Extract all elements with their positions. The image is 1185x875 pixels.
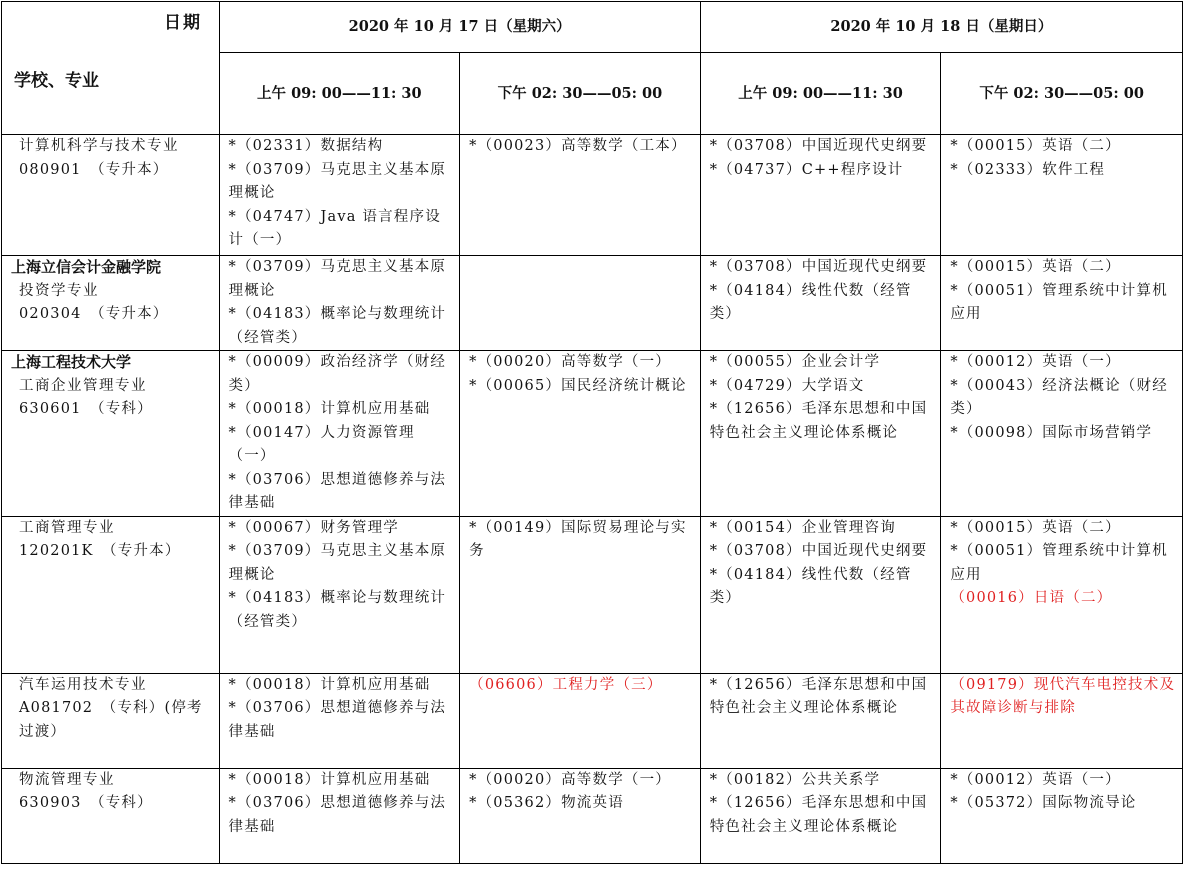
slot-header-sun-am: 上午 09: 00——11: 30 bbox=[700, 53, 941, 135]
course-item: *（05362）物流英语 bbox=[469, 795, 624, 811]
course-cell-sat-am bbox=[219, 673, 460, 768]
course-item: *（03709）马克思主义基本原理概论 bbox=[228, 259, 447, 299]
course-item: *（03708）中国近现代史纲要 bbox=[709, 138, 928, 154]
course-item: *（03709）马克思主义基本原理概论 bbox=[228, 161, 447, 201]
major-code: 020304 （专升本） bbox=[19, 306, 169, 322]
course-item: *（05372）国际物流导论 bbox=[950, 795, 1137, 811]
course-cell-sat-pm bbox=[460, 256, 701, 351]
course-item: *（04183）概率论与数理统计（经管类） bbox=[228, 306, 447, 346]
table-row bbox=[2, 673, 1183, 768]
course-cell-sun-pm bbox=[941, 673, 1183, 768]
course-item: *（00182）公共关系学 bbox=[709, 771, 881, 788]
exam-schedule-table bbox=[1, 1, 1183, 864]
course-cell-sun-pm bbox=[941, 516, 1183, 673]
table-row bbox=[2, 256, 1183, 351]
school-major-cell bbox=[2, 768, 220, 863]
course-item: *（12656）毛泽东思想和中国特色社会主义理论体系概论 bbox=[709, 795, 928, 835]
course-item: *（00051）管理系统中计算机应用 bbox=[950, 543, 1168, 583]
slot-header-sun-pm: 下午 02: 30——05: 00 bbox=[941, 53, 1183, 135]
course-item: *（00149）国际贸易理论与实务 bbox=[469, 519, 687, 559]
school-name: 上海立信会计金融学院 bbox=[11, 258, 162, 276]
course-item: *（00018）计算机应用基础 bbox=[228, 676, 431, 693]
course-item: *（04184）线性代数（经管类） bbox=[709, 566, 912, 606]
course-item: *（00055）企业会计学 bbox=[709, 354, 881, 370]
table-row bbox=[2, 135, 1183, 256]
course-item: *（00051）管理系统中计算机应用 bbox=[950, 282, 1168, 322]
major-code: 120201K （专升本） bbox=[19, 543, 181, 559]
course-cell-sun-am bbox=[700, 768, 941, 863]
course-item: *（03708）中国近现代史纲要 bbox=[709, 259, 928, 275]
school-major-cell bbox=[2, 516, 220, 673]
course-item: *（00043）经济法概论（财经类） bbox=[950, 377, 1168, 417]
course-item: *（00067）财务管理学 bbox=[228, 519, 400, 536]
school-name: 上海工程技术大学 bbox=[11, 353, 132, 371]
major-code: A081702 （专科）(停考过渡） bbox=[19, 700, 203, 740]
course-cell-sun-am bbox=[700, 673, 941, 768]
day-header-sat: 2020 年 10 月 17 日（星期六） bbox=[219, 2, 700, 53]
course-item: *（00065）国民经济统计概论 bbox=[469, 377, 687, 394]
course-cell-sat-pm bbox=[460, 516, 701, 673]
course-item: *（03709）马克思主义基本原理概论 bbox=[228, 543, 447, 583]
major-name: 投资学专业 bbox=[19, 282, 99, 299]
course-item: *（04747）Java 语言程序设计（一） bbox=[228, 208, 441, 248]
course-cell-sat-am bbox=[219, 256, 460, 351]
course-cell-sun-pm bbox=[941, 351, 1183, 517]
table-row bbox=[2, 351, 1183, 517]
course-item: *（04737）C++程序设计 bbox=[709, 161, 904, 178]
course-cell-sat-am bbox=[219, 135, 460, 256]
course-item: *（00020）高等数学（一） bbox=[469, 354, 672, 370]
course-item-highlight: （09179）现代汽车电控技术及其故障诊断与排除 bbox=[950, 676, 1176, 716]
course-cell-sun-pm bbox=[941, 135, 1183, 256]
course-item: *（00015）英语（二） bbox=[950, 138, 1121, 154]
course-item: *（00018）计算机应用基础 bbox=[228, 401, 431, 417]
course-item: *（04184）线性代数（经管类） bbox=[709, 282, 912, 322]
major-name: 物流管理专业 bbox=[19, 771, 115, 788]
course-item: *（03706）思想道德修养与法律基础 bbox=[228, 700, 447, 740]
school-major-label: 学校、专业 bbox=[14, 71, 99, 91]
course-item: *（12656）毛泽东思想和中国特色社会主义理论体系概论 bbox=[709, 401, 928, 441]
slot-header-sat-pm: 下午 02: 30——05: 00 bbox=[460, 53, 701, 135]
course-item: *（00015）英语（二） bbox=[950, 519, 1121, 536]
course-cell-sat-am bbox=[219, 768, 460, 863]
course-cell-sun-pm bbox=[941, 256, 1183, 351]
course-item: *（03706）思想道德修养与法律基础 bbox=[228, 471, 447, 511]
course-cell-sat-pm bbox=[460, 673, 701, 768]
major-code: 630903 （专科） bbox=[19, 795, 153, 811]
major-name: 汽车运用技术专业 bbox=[19, 676, 147, 693]
course-item: *（00020）高等数学（一） bbox=[469, 771, 672, 788]
course-item: *（03706）思想道德修养与法律基础 bbox=[228, 795, 447, 835]
course-item: *（04729）大学语文 bbox=[709, 377, 865, 394]
course-item: *（00147）人力资源管理（一） bbox=[228, 424, 415, 464]
course-cell-sat-am bbox=[219, 516, 460, 673]
table-row bbox=[2, 516, 1183, 673]
school-major-cell bbox=[2, 673, 220, 768]
course-item: *（12656）毛泽东思想和中国特色社会主义理论体系概论 bbox=[709, 676, 928, 716]
course-cell-sun-am bbox=[700, 516, 941, 673]
course-item: *（02331）数据结构 bbox=[228, 138, 384, 154]
course-item: *（00018）计算机应用基础 bbox=[228, 771, 431, 788]
school-major-cell bbox=[2, 256, 220, 351]
course-item: *（00012）英语（一） bbox=[950, 771, 1121, 788]
course-item: *（03708）中国近现代史纲要 bbox=[709, 543, 928, 559]
course-item: *（00023）高等数学（工本） bbox=[469, 138, 687, 154]
major-name: 工商管理专业 bbox=[19, 519, 115, 536]
course-item: *（00154）企业管理咨询 bbox=[709, 519, 896, 536]
major-code: 080901 （专升本） bbox=[19, 161, 169, 178]
course-cell-sat-pm bbox=[460, 768, 701, 863]
course-item-highlight: （00016）日语（二） bbox=[950, 590, 1113, 606]
course-item: *（04183）概率论与数理统计（经管类） bbox=[228, 590, 447, 630]
course-item: *（00012）英语（一） bbox=[950, 354, 1121, 370]
course-cell-sat-am bbox=[219, 351, 460, 517]
course-cell-sun-am bbox=[700, 135, 941, 256]
day-header-sun: 2020 年 10 月 18 日（星期日） bbox=[700, 2, 1182, 53]
course-cell-sun-pm bbox=[941, 768, 1183, 863]
course-cell-sun-am bbox=[700, 256, 941, 351]
course-item: *（02333）软件工程 bbox=[950, 161, 1106, 178]
major-name: 工商企业管理专业 bbox=[19, 377, 147, 394]
course-item-highlight: （06606）工程力学（三） bbox=[469, 676, 663, 693]
slot-header-sat-am: 上午 09: 00——11: 30 bbox=[219, 53, 460, 135]
header-corner-cell bbox=[2, 2, 220, 135]
course-cell-sun-am bbox=[700, 351, 941, 517]
school-major-cell bbox=[2, 135, 220, 256]
major-code: 630601 （专科） bbox=[19, 401, 153, 417]
date-label: 日期 bbox=[164, 13, 202, 33]
course-cell-sat-pm bbox=[460, 351, 701, 517]
course-item: *（00009）政治经济学（财经类） bbox=[228, 354, 447, 394]
course-item: *（00015）英语（二） bbox=[950, 259, 1121, 275]
course-cell-sat-pm bbox=[460, 135, 701, 256]
course-item: *（00098）国际市场营销学 bbox=[950, 424, 1153, 441]
school-major-cell bbox=[2, 351, 220, 517]
table-row bbox=[2, 768, 1183, 863]
major-name: 计算机科学与技术专业 bbox=[19, 138, 179, 154]
